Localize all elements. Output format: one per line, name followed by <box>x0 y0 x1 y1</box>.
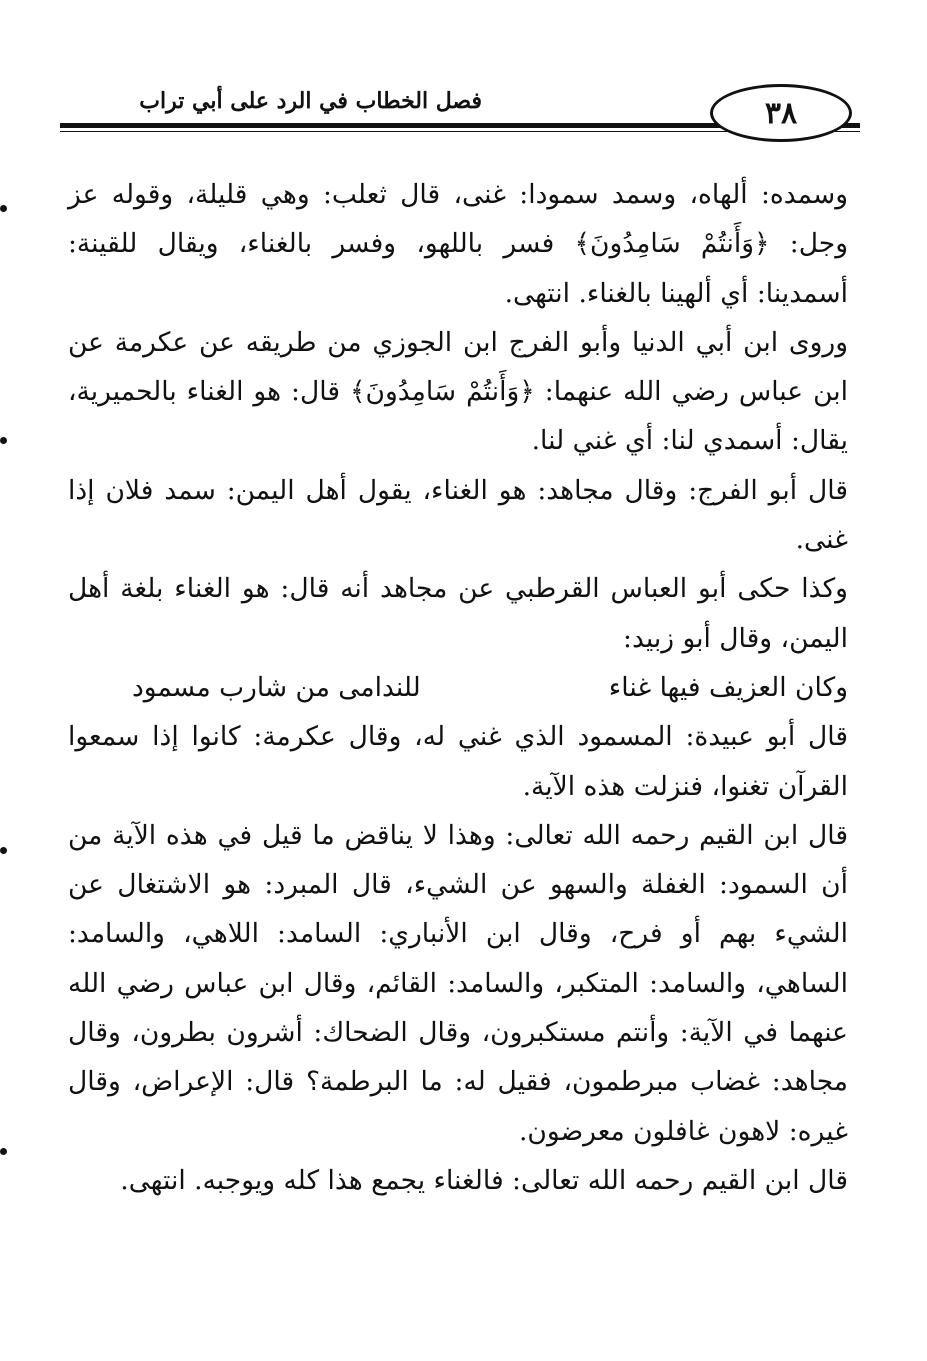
poem-first-half: وكان العزيف فيها غناء <box>608 671 848 703</box>
poem-verse <box>68 663 848 712</box>
margin-dot <box>0 205 7 212</box>
page-header <box>60 60 860 140</box>
paragraph-5: قال أبو عبيدة: المسمود الذي غني له، وقال عكرمة: كانوا إذا سمعوا القرآن تغنوا، فنزلت هذه الآية. <box>68 721 848 802</box>
page-number-oval <box>710 84 852 142</box>
paragraph-4: وكذا حكى أبو العباس القرطبي عن مجاهد أنه قال: هو الغناء بلغة أهل اليمن، وقال أبو زبيد: <box>68 573 848 654</box>
paragraph-3: قال أبو الفرج: وقال مجاهد: هو الغناء، يقول أهل اليمن: سمد فلان إذا غنى. <box>68 474 848 556</box>
page-number: ٣٨ <box>764 95 798 131</box>
running-title: فصل الخطاب في الرد على أبي تراب <box>139 88 482 114</box>
paragraph-7: قال ابن القيم رحمه الله تعالى: فالغناء يجمع هذا كله ويوجبه. انتهى. <box>120 1164 848 1196</box>
page-body <box>68 170 848 1205</box>
poem-second-half: للندامى من شارب مسمود <box>132 671 421 703</box>
paragraph-2: وروى ابن أبي الدنيا وأبو الفرج ابن الجوزي من طريقه عن عكرمة عن ابن عباس رضي الله عنهما: ﴿وَأَنتُمْ سَامِدُونَ﴾ قال: هو الغناء بالحميرية، يقال: أسمدي لنا: أي غني لنا. <box>68 326 848 457</box>
paragraph-6: قال ابن القيم رحمه الله تعالى: وهذا لا يناقض ما قيل في هذه الآية من أن السمود: الغفلة والسهو عن الشيء، قال المبرد: هو الاشتغال عن الشيء بهم أو فرح، وقال ابن الأنباري: السامد: اللاهي، والسامد: الساهي، والسامد: المتكبر، والسامد: القائم، وقال ابن عباس رضي الله عنهما في الآية: وأنتم مستكبرون، وقال الضحاك: أشرون بطرون، وقال مجاهد: غضاب مبرطمون، فقيل له: ما البرطمة؟ قال: الإعراض، وقال غيره: لاهون غافلون معرضون. <box>68 819 848 1147</box>
margin-dot <box>0 437 7 444</box>
margin-dot <box>0 1148 7 1155</box>
margin-dot <box>0 847 7 854</box>
paragraph-1: وسمده: ألهاه، وسمد سمودا: غنى، قال ثعلب: وهي قليلة، وقوله عز وجل: ﴿وَأَنتُمْ سَامِدُونَ﴾ فسر باللهو، وفسر بالغناء، ويقال للقينة: أسمدينا: أي ألهينا بالغناء. انتهى. <box>68 179 848 309</box>
